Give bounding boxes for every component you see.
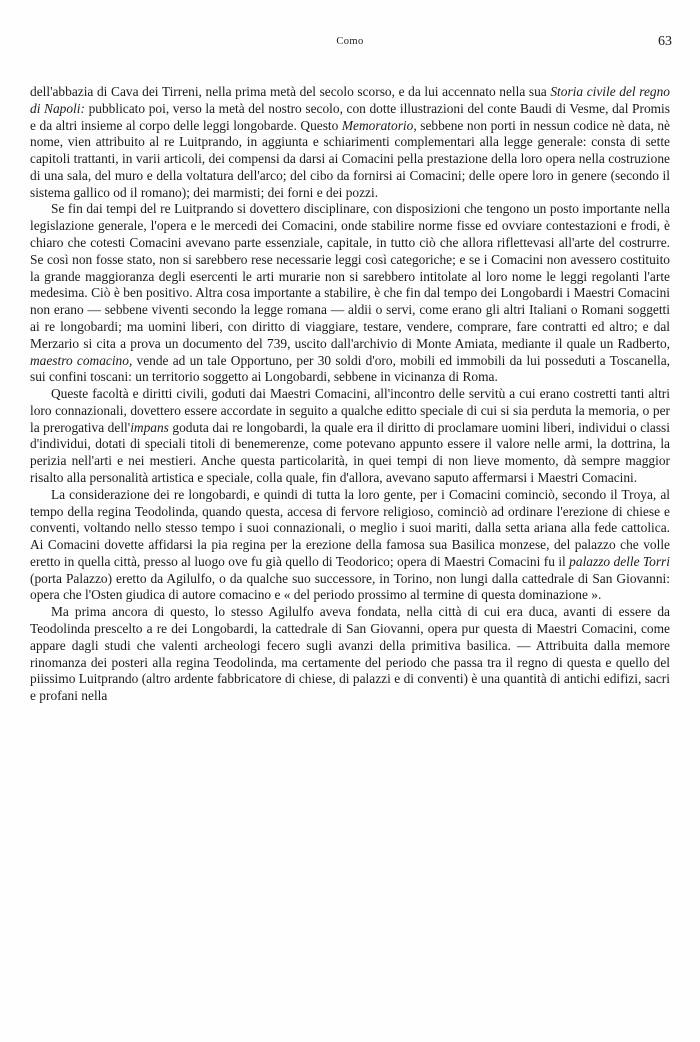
page-number: 63 — [658, 34, 672, 49]
text-run: Se fin dai tempi del re Luitprando si dovettero disciplinare, con disposizioni che tengono un posto importante nella legislazione generale, l'opera e le mercedi dei Comacini, onde stabilire norme fisse ed ovviare contestazioni e frodi, è chiaro che cotesti Comacini avevano parte essenziale, capitale, in tutto ciò che allora riflettevasi all'arte del costrurre. Se così non fosse stato, non si sarebbero rese necessarie leggi così categoriche; e se i Comacini non avessero costituito la grande maggioranza degli esercenti le arti murarie non si sarebbero intitolate al loro nome le leggi regolanti l'arte medesima. Ciò è ben positivo. Altra cosa importante a stabilire, è che fin dal tempo dei Longobardi i Maestri Comacini non erano — sebbene viventi secondo la legge romana — aldii o servi, come erano gli altri Italiani o Romani soggetti ai re longobardi; ma uomini liberi, con diritto di viaggiare, testare, vendere, comprare, fare contratti ed altro; e dal Merzario si cita a prova un documento del 739, uscito dall'archivio di Monte Amiata, mediante il quale un Radberto, — [30, 201, 670, 351]
text-run: goduta dai re longobardi, la quale era il diritto di proclamare uomini liberi, individui o classi d'individui, dotati di speciali titoli di benemerenze, come potevano appunto essere il valore nelle armi, la dottrina, la perizia nell'arti e nei mestieri. Anche questa particolarità, in quei tempi di non lieve momento, dà sempre maggior risalto alla personalità artistica e speciale, colla quale, fin d'allora, avevano saputo affermarsi i Maestri Comacini. — [30, 419, 670, 485]
paragraph — [30, 386, 670, 487]
text-run: vende ad un tale Opportuno, per 30 soldi d'oro, mobili ed immobili da lui posseduti a Toscanella, sui confini toscani: un territorio soggetto ai Longobardi, sebbene in vicinanza di Roma. — [30, 352, 670, 385]
text-run: La considerazione dei re longobardi, e quindi di tutta la loro gente, per i Comacini cominciò, secondo il Troya, al tempo della regina Teodolinda, quando questa, accesa di fervore religioso, cominciò ad ordinare l'erezione di chiese e conventi, voltando nello stesso tempo i suoi connazionali, o meglio i suoi mariti, dalla setta ariana alla fede cattolica. Ai Comacini dovette affidarsi la pia regina per la erezione della famosa sua Basilica monzese, del palazzo che volle eretto in quella città, presso al luogo ove fu già quello di Teodorico; opera di Maestri Comacini fu il — [30, 486, 670, 569]
text-run: Ma prima ancora di questo, lo stesso Agilulfo aveva fondata, nella città di cui era duca, avanti di essere da Teodolinda prescelto a re dei Longobardi, la cattedrale di San Giovanni, opera pur questa di Maestri Comacini, come appare dagli studi che valenti archeologi fecero sugli avanzi della primitiva basilica. — Attribuita dalla memore rinomanza dei posteri alla regina Teodolinda, ma certamente del periodo che passa tra il regno di questa e quello del piissimo Luitprando (altro ardente fabbricatore di chiese, di palazzi e di conventi) è una quantità di antichi edifizi, sacri e profani nella — [30, 604, 670, 704]
italic-text: impans — [130, 419, 169, 435]
text-run: (porta Palazzo) eretto da Agilulfo, o da qualche suo successore, in Torino, non lungi dalla cattedrale di San Giovanni: opera che l'Osten giudica di autore comacino e « del periodo prossimo al termine di questa dominazione ». — [30, 570, 670, 603]
text-run: sebbene non porti in nessun codice nè data, nè nome, vien attribuito al re Luitprando, in aggiunta e schiarimenti complementari alla legge generale: consta di sette capitoli trattanti, in varii articoli, dei compensi da darsi ai Comacini pella prestazione della loro opera nella costruzione di una sala, del muro e della voltatura dell'arco; del cibo da fornirsi ai Comacini; delle opere loro in genere (secondo il sistema gallico od il romano); dei marmisti; dei forni e dei pozzi. — [30, 117, 670, 200]
paragraph — [30, 604, 670, 705]
text-run: Queste facoltà e diritti civili, goduti dai Maestri Comacini, all'incontro delle servitù a cui erano costretti tanti altri loro connazionali, dovettero essere accordate in seguito a qualche editto speciale di cui si sia perduta la memoria, o per la prerogativa dell' — [30, 386, 670, 435]
text-run: pubblicato poi, verso la metà del nostro secolo, con dotte illustrazioni del conte Baudi di Vesme, dal Promis e da altri insieme al corpo delle leggi longobarde. Questo — [30, 100, 670, 133]
text-run: dell'abbazia di Cava dei Tirreni, nella prima metà del secolo scorso, e da lui accennato nella sua — [30, 84, 551, 99]
paragraph — [30, 84, 670, 201]
paragraph — [30, 487, 670, 604]
italic-text: Storia civile del regno di Napoli: — [30, 84, 670, 116]
running-head — [0, 36, 700, 52]
body-text — [30, 84, 670, 705]
italic-text: maestro comacino, — [30, 352, 133, 368]
italic-text: Memoratorio, — [341, 117, 417, 133]
running-title: Como — [336, 36, 364, 47]
paragraph — [30, 201, 670, 386]
italic-text: palazzo delle Torri — [569, 553, 670, 569]
